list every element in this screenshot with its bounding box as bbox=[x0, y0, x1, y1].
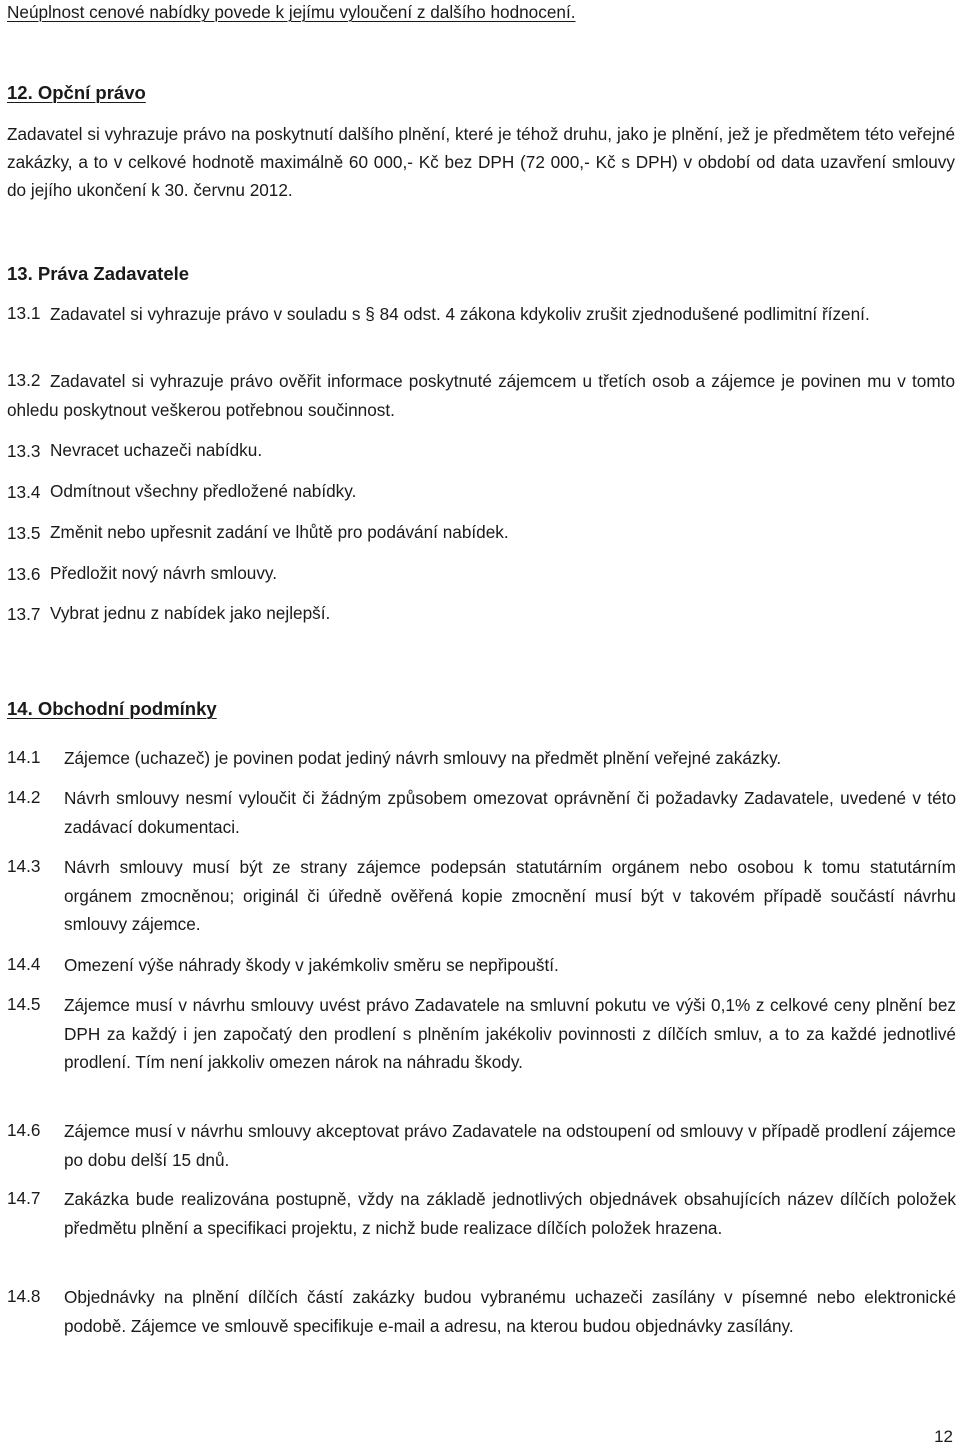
section-12-paragraph: Zadavatel si vyhrazuje právo na poskytnutí dalšího plnění, které je téhož druhu, jako je plnění, jež je předmětem této veřejné zakázky, a to v celkové hodnotě maximálně 60 000,- Kč bez DPH (72 000,- Kč s DPH) v období od data uzavření smlouvy do jejího ukončení k 30. červnu 2012. bbox=[7, 124, 955, 200]
item-14-7-number: 14.7 bbox=[7, 1188, 41, 1208]
item-14-3-number: 14.3 bbox=[7, 856, 41, 876]
item-13-7-number: 13.7 bbox=[7, 604, 41, 624]
top-notice: Neúplnost cenové nabídky povede k jejímu vyloučení z dalšího hodnocení. bbox=[7, 2, 576, 22]
item-14-4-text: Omezení výše náhrady škody v jakémkoliv směru se nepřipouští. bbox=[64, 955, 559, 975]
item-14-3-text: Návrh smlouvy musí být ze strany zájemce podepsán statutárním orgánem nebo osobou k tomu statutárním orgánem zmocněnou; originál či úředně ověřená kopie zmocnění musí být v takovém případě součástí návrhu smlouvy zájemce. bbox=[64, 857, 956, 934]
item-13-5-text: Změnit nebo upřesnit zadání ve lhůtě pro podávání nabídek. bbox=[50, 522, 509, 542]
item-13-4-number: 13.4 bbox=[7, 482, 41, 502]
item-14-1-text: Zájemce (uchazeč) je povinen podat jediný návrh smlouvy na předmět plnění veřejné zakázky. bbox=[64, 748, 782, 768]
item-13-7-text: Vybrat jednu z nabídek jako nejlepší. bbox=[50, 603, 331, 623]
item-13-4-text: Odmítnout všechny předložené nabídky. bbox=[50, 481, 357, 501]
item-13-2-text: Zadavatel si vyhrazuje právo ověřit informace poskytnuté zájemcem u třetích osob a zájemce je povinen mu v tomto ohledu poskytnout veškerou potřebnou součinnost. bbox=[7, 371, 955, 420]
item-14-4-number: 14.4 bbox=[7, 954, 41, 974]
item-14-2-text: Návrh smlouvy nesmí vyloučit či žádným způsobem omezovat oprávnění či požadavky Zadavatele, uvedené v této zadávací dokumentaci. bbox=[64, 788, 956, 837]
item-13-1-number: 13.1 bbox=[7, 303, 41, 323]
item-13-6-number: 13.6 bbox=[7, 564, 41, 584]
item-14-2-number: 14.2 bbox=[7, 787, 41, 807]
item-14-5-text: Zájemce musí v návrhu smlouvy uvést právo Zadavatele na smluvní pokutu ve výši 0,1% z celkové ceny plnění bez DPH za každý i jen započatý den prodlení s plněním jakékoliv povinnosti z dílčích smluv, a to za každé jednotlivé prodlení. Tím není jakkoliv omezen nárok na náhradu škody. bbox=[64, 995, 956, 1072]
item-14-8-text: Objednávky na plnění dílčích částí zakázky budou vybranému uchazeči zasílány v písemné nebo elektronické podobě. Zájemce ve smlouvě specifikuje e-mail a adresu, na kterou budou objednávky zasílány. bbox=[64, 1287, 956, 1336]
item-13-5-number: 13.5 bbox=[7, 523, 41, 543]
item-14-6-number: 14.6 bbox=[7, 1120, 41, 1140]
item-13-6-text: Předložit nový návrh smlouvy. bbox=[50, 563, 278, 583]
section-14-heading: 14. Obchodní podmínky bbox=[7, 698, 217, 719]
page-number: 12 bbox=[934, 1427, 953, 1446]
item-13-1-text: Zadavatel si vyhrazuje právo v souladu s § 84 odst. 4 zákona kdykoliv zrušit zjednodušené podlimitní řízení. bbox=[50, 304, 870, 324]
item-14-1-number: 14.1 bbox=[7, 747, 41, 767]
item-13-3-number: 13.3 bbox=[7, 441, 41, 461]
item-14-6-text: Zájemce musí v návrhu smlouvy akceptovat právo Zadavatele na odstoupení od smlouvy v případě prodlení zájemce po dobu delší 15 dnů. bbox=[64, 1121, 956, 1170]
section-13-heading: 13. Práva Zadavatele bbox=[7, 263, 190, 284]
item-13-3-text: Nevracet uchazeči nabídku. bbox=[50, 440, 263, 460]
item-14-8-number: 14.8 bbox=[7, 1286, 41, 1306]
section-12-heading: 12. Opční právo bbox=[7, 82, 146, 103]
item-14-5-number: 14.5 bbox=[7, 994, 41, 1014]
item-14-7-text: Zakázka bude realizována postupně, vždy na základě jednotlivých objednávek obsahujících název dílčích položek předmětu plnění a specifikaci projektu, z nichž bude realizace dílčích položek hrazena. bbox=[64, 1189, 956, 1238]
item-13-2-number: 13.2 bbox=[7, 370, 41, 390]
